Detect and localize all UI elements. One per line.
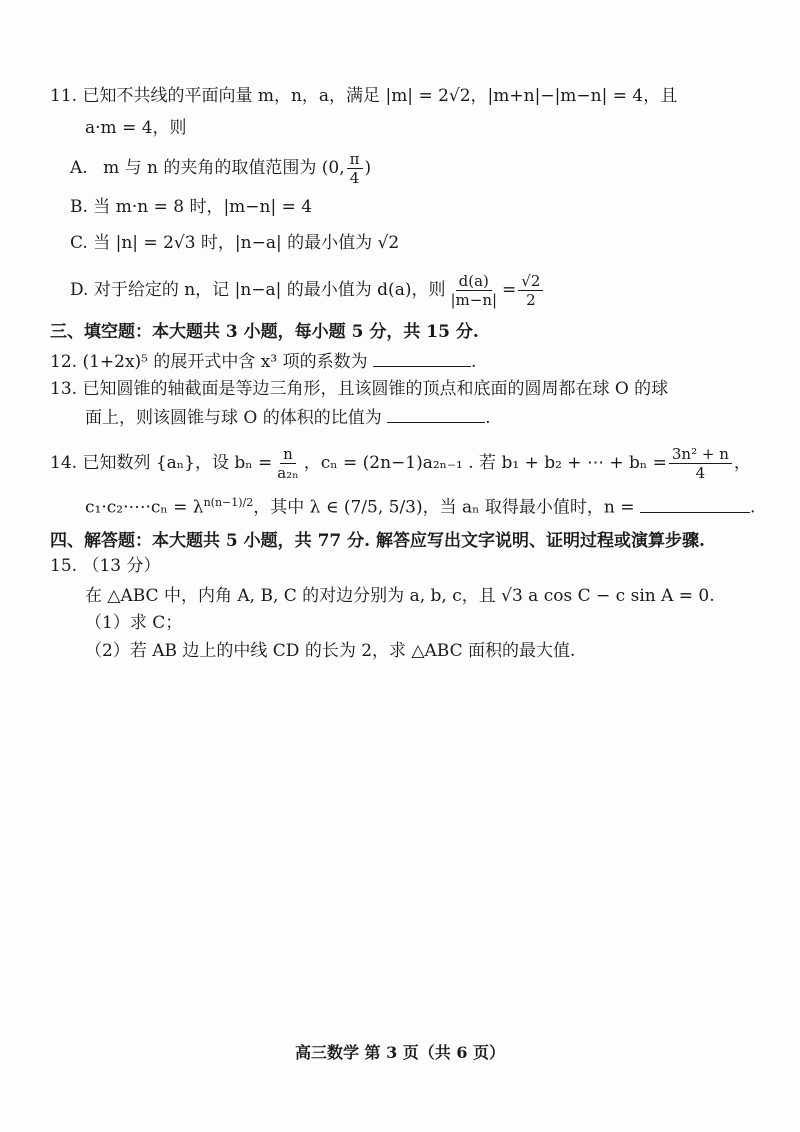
q11-number: 11.	[50, 86, 78, 106]
q11-option-a-suffix: )	[364, 158, 372, 178]
q14-part3: ，	[733, 453, 751, 473]
q11-option-d-frac2-den: 2	[526, 291, 536, 309]
q11-option-d-text: D. 对于给定的 n，记 |n−a| 的最小值为 d(a)，则	[70, 280, 446, 300]
q15-part1: （1）求 C；	[85, 613, 183, 633]
q12-end: .	[471, 352, 477, 372]
q13-end: .	[485, 408, 491, 428]
q14-b-frac-num: n	[280, 445, 296, 464]
q11-option-a-text: m 与 n 的夹角的取值范围为 (0,	[103, 158, 345, 178]
section4-heading: 四、解答题：本大题共 5 小题，共 77 分. 解答应写出文字说明、证明过程或演算步骤.	[50, 531, 705, 551]
q14-sum-frac-num: 3n² + n	[669, 445, 732, 464]
q11-stem-line1	[50, 85, 677, 107]
q12-answer-blank[interactable]	[373, 350, 471, 367]
q11-option-a-frac-num: π	[347, 150, 363, 169]
q14-part2: ，cₙ = (2n−1)a₂ₙ₋₁ . 若 b₁ + b₂ + ⋯ + bₙ =	[303, 453, 667, 473]
q11-option-d-equals: =	[502, 280, 517, 300]
q11-option-d-frac-num: d(a)	[456, 272, 492, 291]
page-footer: 高三数学 第 3 页（共 6 页）	[294, 1043, 506, 1062]
q14-exponent: n(n−1)/2	[203, 496, 254, 509]
section3-heading: 三、填空题：本大题共 3 小题，每小题 5 分，共 15 分.	[50, 322, 479, 342]
q11-option-c: C. 当 |n| = 2√3 时，|n−a| 的最小值为 √2	[70, 233, 400, 253]
q14-sum-frac-den: 4	[695, 464, 706, 482]
q11-stem-line2: a·m = 4，则	[85, 118, 187, 138]
q13-answer-blank[interactable]	[387, 406, 485, 423]
q11-option-a-fraction	[347, 150, 363, 187]
q13-line2	[85, 406, 491, 429]
q13-line1: 13. 已知圆锥的轴截面是等边三角形，且该圆锥的顶点和底面的圆周都在球 O 的球	[50, 379, 669, 399]
q11-stem-text1: 已知不共线的平面向量 m，n，a，满足 |m| = 2√2，|m+n|−|m−n| = 4，且	[82, 86, 678, 106]
q15-number: 15. （13 分）	[50, 556, 161, 576]
q11-option-d	[70, 272, 545, 309]
q11-option-a-label: A.	[70, 158, 88, 178]
q11-option-d-frac2-num: √2	[518, 272, 543, 291]
q11-option-d-frac-den: |m−n|	[450, 291, 498, 309]
q14-line2	[85, 492, 755, 519]
q12	[50, 350, 476, 373]
q14-end: .	[749, 497, 756, 518]
q15-part2: （2）若 AB 边上的中线 CD 的长为 2，求 △ABC 面积的最大值.	[85, 641, 576, 661]
q11-option-a-frac-den: 4	[349, 169, 360, 187]
q11-option-d-fraction2	[518, 272, 543, 309]
q14-line1	[50, 445, 751, 482]
q15-stem: 在 △ABC 中，内角 A, B, C 的对边分别为 a, b, c，且 √3 a cos C − c sin A = 0.	[85, 586, 715, 606]
q14-answer-blank[interactable]	[640, 496, 750, 513]
q14-part1: 14. 已知数列 {aₙ}，设 bₙ =	[50, 453, 273, 473]
q13-line2-text: 面上，则该圆锥与球 O 的体积的比值为	[85, 408, 382, 428]
q11-option-b: B. 当 m·n = 8 时，|m−n| = 4	[70, 197, 313, 217]
q12-text: 12. (1+2x)⁵ 的展开式中含 x³ 项的系数为	[50, 352, 368, 372]
q14-b-fraction	[274, 445, 301, 482]
q11-option-d-fraction	[447, 272, 500, 309]
q14-line2-b: ，其中 λ ∈ (7/5, 5/3)，当 aₙ 取得最小值时，n =	[253, 497, 635, 518]
q14-line2-a: c₁·c₂·⋯·cₙ = λ	[85, 497, 204, 518]
q14-sum-fraction	[669, 445, 732, 482]
q14-b-frac-den: a₂ₙ	[277, 464, 299, 482]
q11-option-a	[70, 150, 371, 187]
